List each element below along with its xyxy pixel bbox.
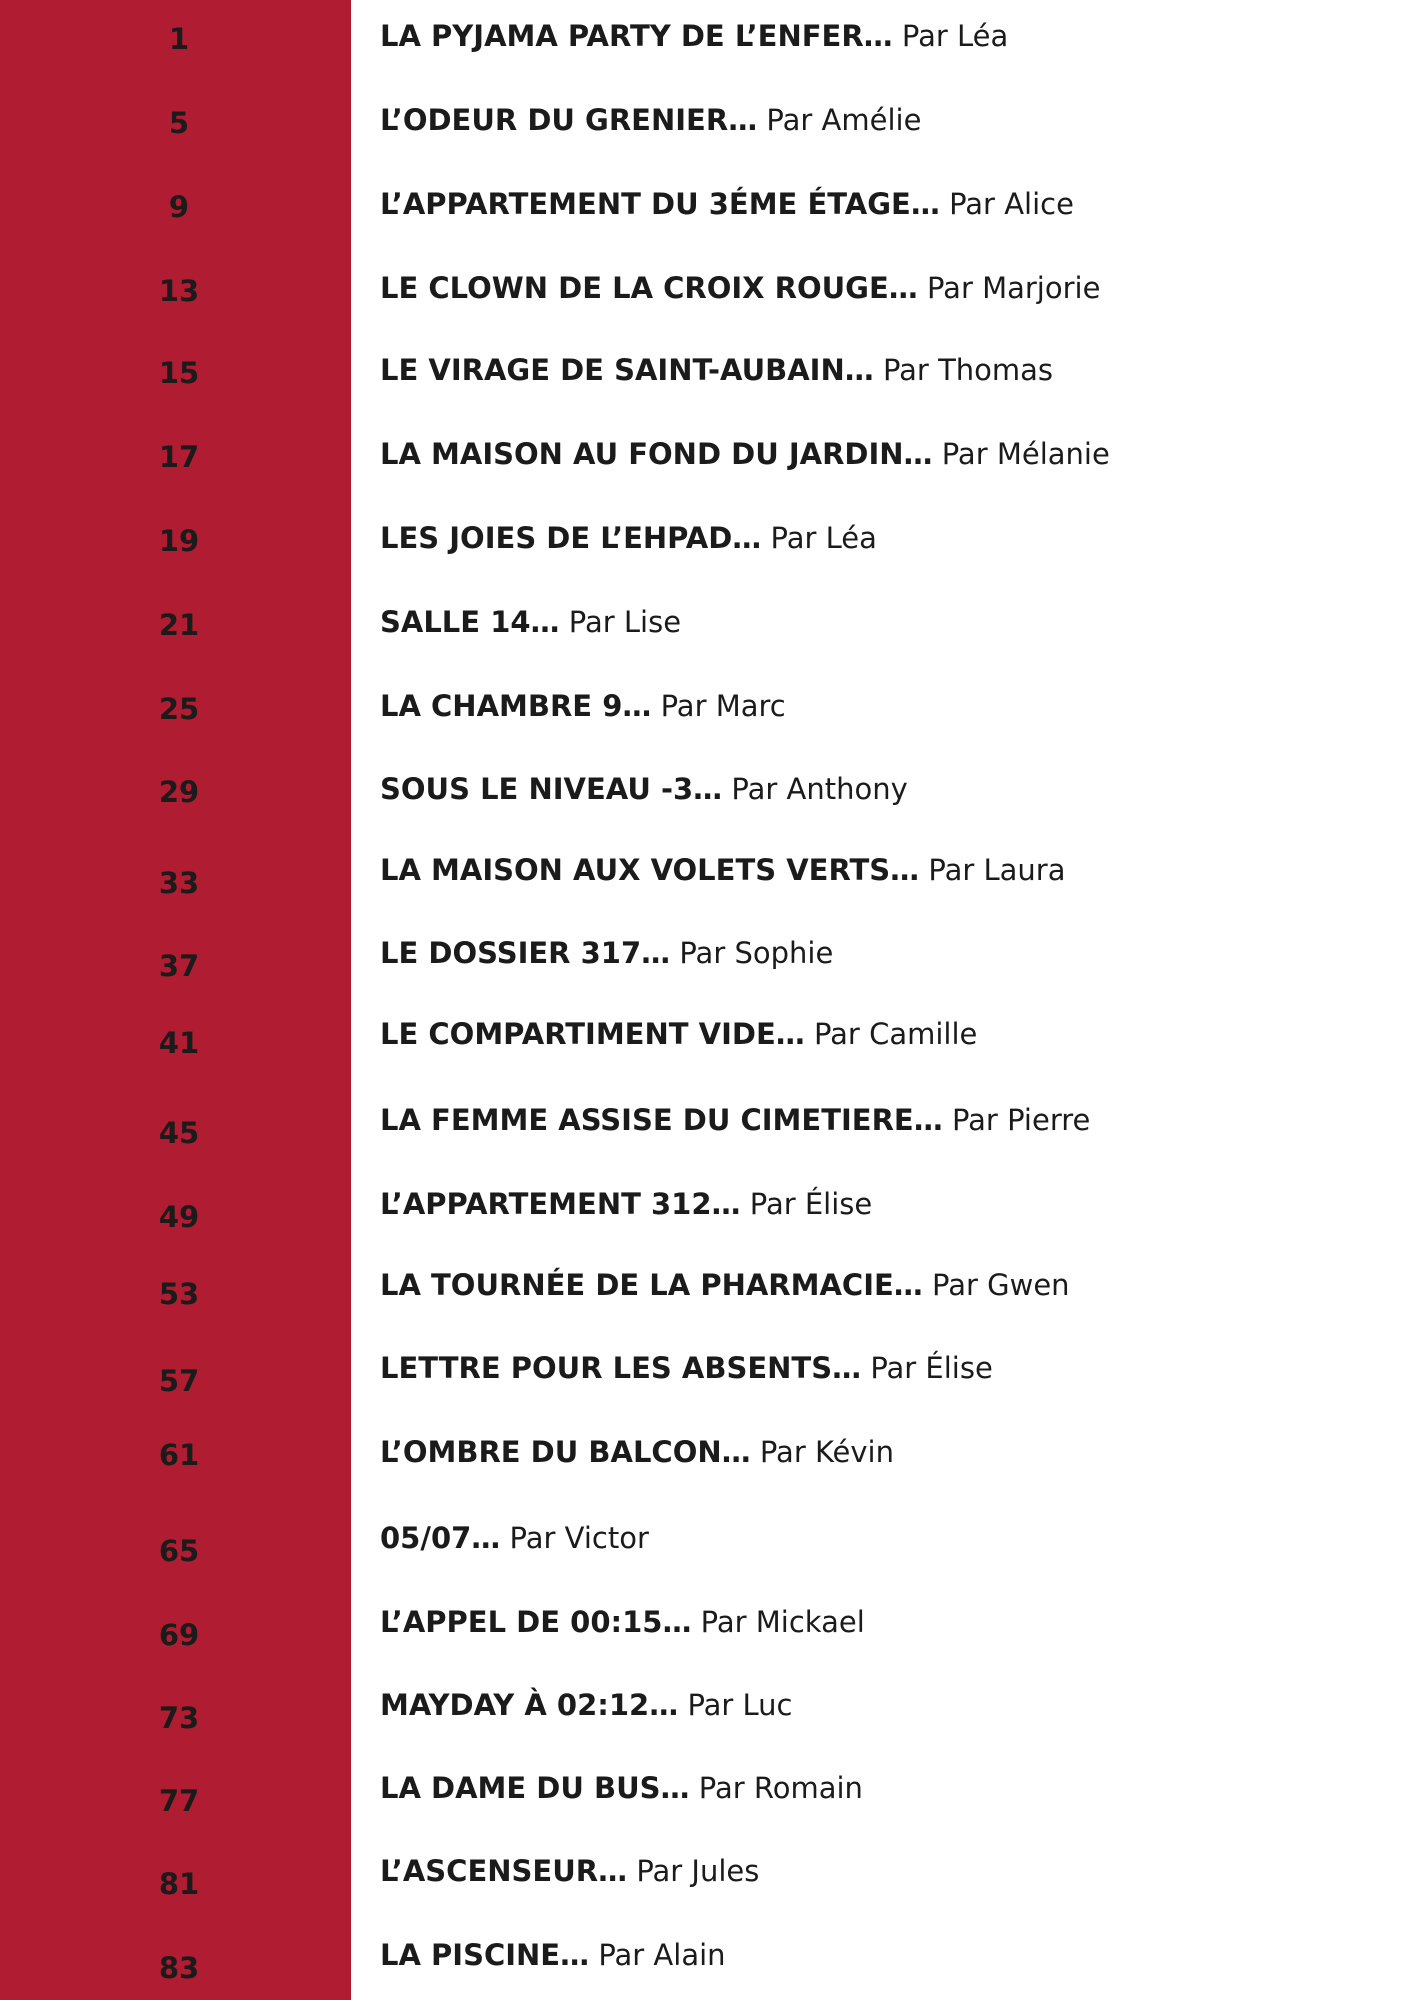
toc-entry[interactable] bbox=[0, 429, 1414, 479]
story-author: Par Sophie bbox=[679, 936, 834, 970]
toc-entry[interactable] bbox=[0, 1427, 1414, 1477]
story-title: LA MAISON AUX VOLETS VERTS… bbox=[380, 853, 920, 887]
story-author: Par Léa bbox=[770, 521, 877, 555]
entry-text bbox=[380, 1846, 759, 1896]
page-number: 53 bbox=[158, 1277, 200, 1311]
page-number: 49 bbox=[158, 1200, 200, 1234]
toc-entry[interactable] bbox=[0, 1095, 1414, 1150]
toc-entry[interactable] bbox=[0, 345, 1414, 395]
story-title: L’OMBRE DU BALCON… bbox=[380, 1435, 751, 1469]
page-number: 65 bbox=[158, 1534, 200, 1568]
entry-text bbox=[380, 1513, 649, 1563]
story-author: Par Marjorie bbox=[927, 271, 1101, 305]
toc-entry[interactable] bbox=[0, 928, 1414, 983]
story-author: Par Alain bbox=[598, 1938, 726, 1972]
toc-entry[interactable] bbox=[0, 845, 1414, 900]
page-number: 69 bbox=[158, 1618, 200, 1652]
story-author: Par Pierre bbox=[951, 1103, 1091, 1137]
page-number: 81 bbox=[158, 1867, 200, 1901]
entry-text bbox=[380, 1009, 977, 1059]
entry-text bbox=[380, 11, 1008, 61]
story-author: Par Camille bbox=[813, 1017, 978, 1051]
story-title: LA FEMME ASSISE DU CIMETIERE… bbox=[380, 1103, 943, 1137]
toc-entry[interactable] bbox=[0, 11, 1414, 61]
entry-text bbox=[380, 1095, 1090, 1145]
toc-entry[interactable] bbox=[0, 1680, 1414, 1735]
page-number: 29 bbox=[158, 775, 200, 809]
story-author: Par Romain bbox=[698, 1771, 863, 1805]
story-title: 05/07… bbox=[380, 1521, 501, 1555]
page-number: 61 bbox=[158, 1438, 200, 1472]
toc-entry[interactable] bbox=[0, 95, 1414, 145]
entry-text bbox=[380, 345, 1053, 395]
toc-entry[interactable] bbox=[0, 681, 1414, 731]
page-number: 41 bbox=[158, 1026, 200, 1060]
entry-text bbox=[380, 928, 833, 978]
page-number: 33 bbox=[158, 866, 200, 900]
story-title: SALLE 14… bbox=[380, 605, 560, 639]
story-author: Par Marc bbox=[660, 689, 786, 723]
page-number: 15 bbox=[158, 356, 200, 390]
page-number: 5 bbox=[168, 106, 190, 140]
story-author: Par Kévin bbox=[759, 1435, 894, 1469]
story-title: L’ODEUR DU GRENIER… bbox=[380, 103, 758, 137]
story-author: Par Thomas bbox=[882, 353, 1054, 387]
entry-text bbox=[380, 1179, 872, 1229]
story-author: Par Mickael bbox=[700, 1605, 865, 1639]
story-title: LA DAME DU BUS… bbox=[380, 1771, 690, 1805]
story-author: Par Jules bbox=[636, 1854, 760, 1888]
page-number: 45 bbox=[158, 1116, 200, 1150]
story-title: SOUS LE NIVEAU -3… bbox=[380, 772, 723, 806]
story-title: LES JOIES DE L’EHPAD… bbox=[380, 521, 762, 555]
entry-text bbox=[380, 429, 1110, 479]
story-title: MAYDAY À 02:12… bbox=[380, 1688, 679, 1722]
entry-text bbox=[380, 1260, 1070, 1310]
page-number: 13 bbox=[158, 274, 200, 308]
toc-entry[interactable] bbox=[0, 1343, 1414, 1398]
story-author: Par Laura bbox=[928, 853, 1066, 887]
page-number: 77 bbox=[158, 1784, 200, 1818]
story-author: Par Lise bbox=[568, 605, 682, 639]
story-author: Par Léa bbox=[901, 19, 1009, 53]
toc-entry[interactable] bbox=[0, 179, 1414, 229]
story-author: Par Élise bbox=[870, 1351, 993, 1385]
entry-text bbox=[380, 845, 1066, 895]
story-author: Par Victor bbox=[509, 1521, 649, 1555]
entry-text bbox=[380, 95, 921, 145]
page-number: 9 bbox=[168, 190, 190, 224]
entry-text bbox=[380, 597, 681, 647]
story-author: Par Alice bbox=[949, 187, 1074, 221]
toc-entry[interactable] bbox=[0, 1179, 1414, 1234]
entry-text bbox=[380, 1343, 993, 1393]
page-number: 83 bbox=[158, 1951, 200, 1985]
entry-text bbox=[380, 179, 1074, 229]
story-title: LA MAISON AU FOND DU JARDIN… bbox=[380, 437, 933, 471]
page-number: 25 bbox=[158, 692, 200, 726]
toc-entry[interactable] bbox=[0, 1763, 1414, 1818]
entry-text bbox=[380, 1680, 793, 1730]
entry-text bbox=[380, 513, 877, 563]
story-title: L’APPARTEMENT 312… bbox=[380, 1187, 741, 1221]
toc-entry[interactable] bbox=[0, 513, 1414, 563]
story-title: LETTRE POUR LES ABSENTS… bbox=[380, 1351, 862, 1385]
story-author: Par Mélanie bbox=[941, 437, 1110, 471]
page-number: 73 bbox=[158, 1701, 200, 1735]
story-title: L’ASCENSEUR… bbox=[380, 1854, 628, 1888]
entry-text bbox=[380, 1763, 863, 1813]
entry-text bbox=[380, 764, 908, 814]
toc-entry[interactable] bbox=[0, 1846, 1414, 1901]
story-title: LE CLOWN DE LA CROIX ROUGE… bbox=[380, 271, 918, 305]
story-author: Par Anthony bbox=[731, 772, 908, 806]
toc-entry[interactable] bbox=[0, 1930, 1414, 1985]
entry-text bbox=[380, 263, 1100, 313]
entry-text bbox=[380, 1597, 865, 1647]
story-title: LE COMPARTIMENT VIDE… bbox=[380, 1017, 805, 1051]
toc-entry[interactable] bbox=[0, 764, 1414, 814]
story-title: LA CHAMBRE 9… bbox=[380, 689, 652, 723]
story-author: Par Élise bbox=[749, 1187, 873, 1221]
page-number: 57 bbox=[158, 1364, 200, 1398]
story-title: LE VIRAGE DE SAINT-AUBAIN… bbox=[380, 353, 874, 387]
story-author: Par Amélie bbox=[766, 103, 922, 137]
story-author: Par Gwen bbox=[932, 1268, 1070, 1302]
toc-entry[interactable] bbox=[0, 1513, 1414, 1568]
page-number: 19 bbox=[158, 524, 200, 558]
story-title: L’APPARTEMENT DU 3ÉME ÉTAGE… bbox=[380, 187, 940, 221]
toc-entry[interactable] bbox=[0, 1009, 1414, 1059]
story-title: LA PYJAMA PARTY DE L’ENFER… bbox=[380, 19, 893, 53]
story-title: LA PISCINE… bbox=[380, 1938, 590, 1972]
story-author: Par Luc bbox=[687, 1688, 793, 1722]
story-title: LE DOSSIER 317… bbox=[380, 936, 671, 970]
page-number: 37 bbox=[158, 949, 200, 983]
toc-entry[interactable] bbox=[0, 1597, 1414, 1652]
entry-text bbox=[380, 1930, 726, 1980]
toc-entry[interactable] bbox=[0, 263, 1414, 313]
toc-entry[interactable] bbox=[0, 1260, 1414, 1310]
toc-entry[interactable] bbox=[0, 597, 1414, 647]
page-number: 1 bbox=[168, 22, 190, 56]
story-title: L’APPEL DE 00:15… bbox=[380, 1605, 692, 1639]
story-title: LA TOURNÉE DE LA PHARMACIE… bbox=[380, 1268, 923, 1302]
entry-text bbox=[380, 1427, 894, 1477]
page-number: 21 bbox=[158, 608, 200, 642]
page-number: 17 bbox=[158, 440, 200, 474]
entry-text bbox=[380, 681, 786, 731]
